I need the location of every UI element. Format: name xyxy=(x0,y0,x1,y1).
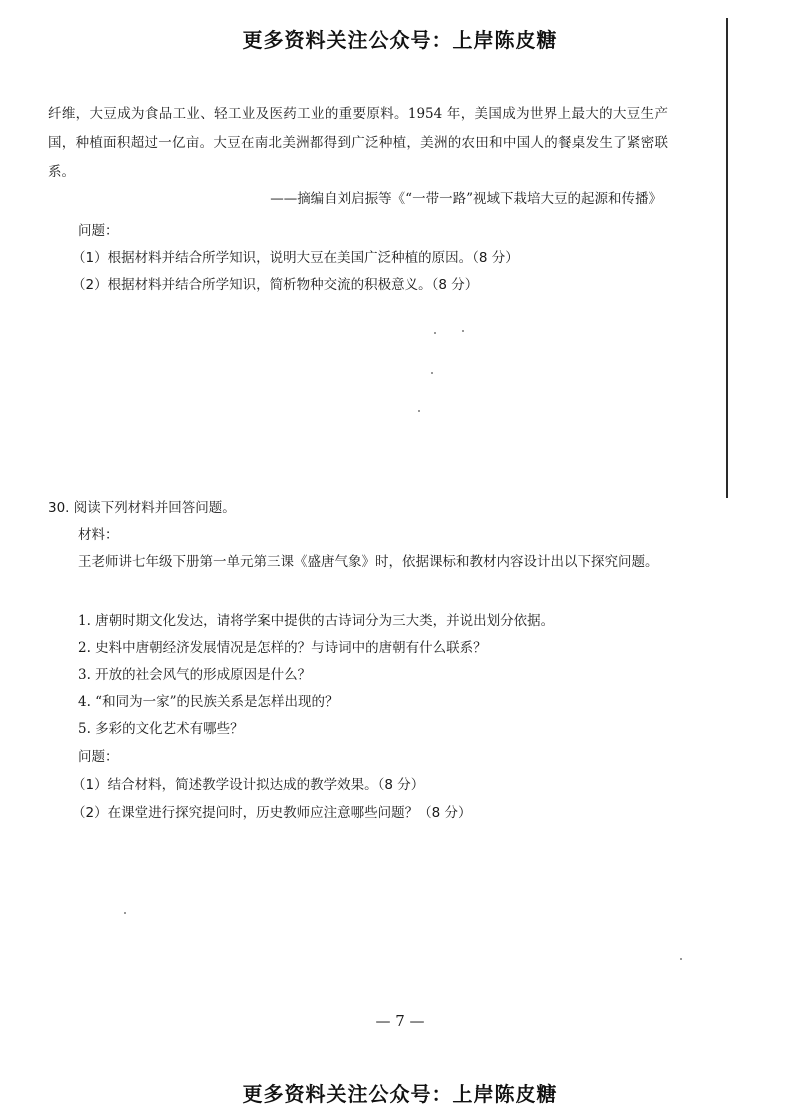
q30-question-1: （1）结合材料，简述教学设计拟达成的教学效果。（8 分） xyxy=(72,777,425,793)
q29-questions-label: 问题： xyxy=(78,223,119,239)
scan-speck xyxy=(462,330,464,332)
scan-speck xyxy=(434,332,436,334)
scan-speck xyxy=(431,372,433,374)
q30-item-5: 5. 多彩的文化艺术有哪些？ xyxy=(78,721,244,737)
page-number: — 7 — xyxy=(375,1012,425,1030)
footer-banner: 更多资料关注公众号：上岸陈皮糖 xyxy=(242,1082,558,1106)
scan-speck xyxy=(124,912,126,914)
header-banner: 更多资料关注公众号：上岸陈皮糖 xyxy=(242,28,558,52)
scan-speck xyxy=(418,410,420,412)
scan-speck xyxy=(680,958,682,960)
q30-item-2: 2. 史料中唐朝经济发展情况是怎样的？与诗词中的唐朝有什么联系？ xyxy=(78,640,487,656)
scan-edge-line xyxy=(726,18,728,498)
q29-question-2: （2）根据材料并结合所学知识，简析物种交流的积极意义。（8 分） xyxy=(72,277,479,293)
q29-source-citation: ——摘编自刘启振等《“一带一路”视域下栽培大豆的起源和传播》 xyxy=(270,191,662,207)
q30-question-2: （2）在课堂进行探究提问时，历史教师应注意哪些问题？（8 分） xyxy=(72,805,472,821)
q30-intro: 王老师讲七年级下册第一单元第三课《盛唐气象》时，依据课标和教材内容设计出以下探究问题。 xyxy=(78,554,659,570)
q29-material-text: 纤维，大豆成为食品工业、轻工业及医药工业的重要原料。1954 年，美国成为世界上最大的大豆生产国，种植面积超过一亿亩。大豆在南北美洲都得到广泛种植，美洲的农田和中国人的餐桌发生了紧密联系。 xyxy=(48,106,668,180)
q30-item-1: 1. 唐朝时期文化发达，请将学案中提供的古诗词分为三大类，并说出划分依据。 xyxy=(78,613,555,629)
q30-item-4: 4. “和同为一家”的民族关系是怎样出现的？ xyxy=(78,694,339,710)
q29-question-1: （1）根据材料并结合所学知识，说明大豆在美国广泛种植的原因。（8 分） xyxy=(72,250,519,266)
q30-item-3: 3. 开放的社会风气的形成原因是什么？ xyxy=(78,667,312,683)
q30-material-label: 材料： xyxy=(78,527,119,543)
q30-heading: 30. 阅读下列材料并回答问题。 xyxy=(48,500,236,516)
q30-questions-label: 问题： xyxy=(78,749,119,765)
